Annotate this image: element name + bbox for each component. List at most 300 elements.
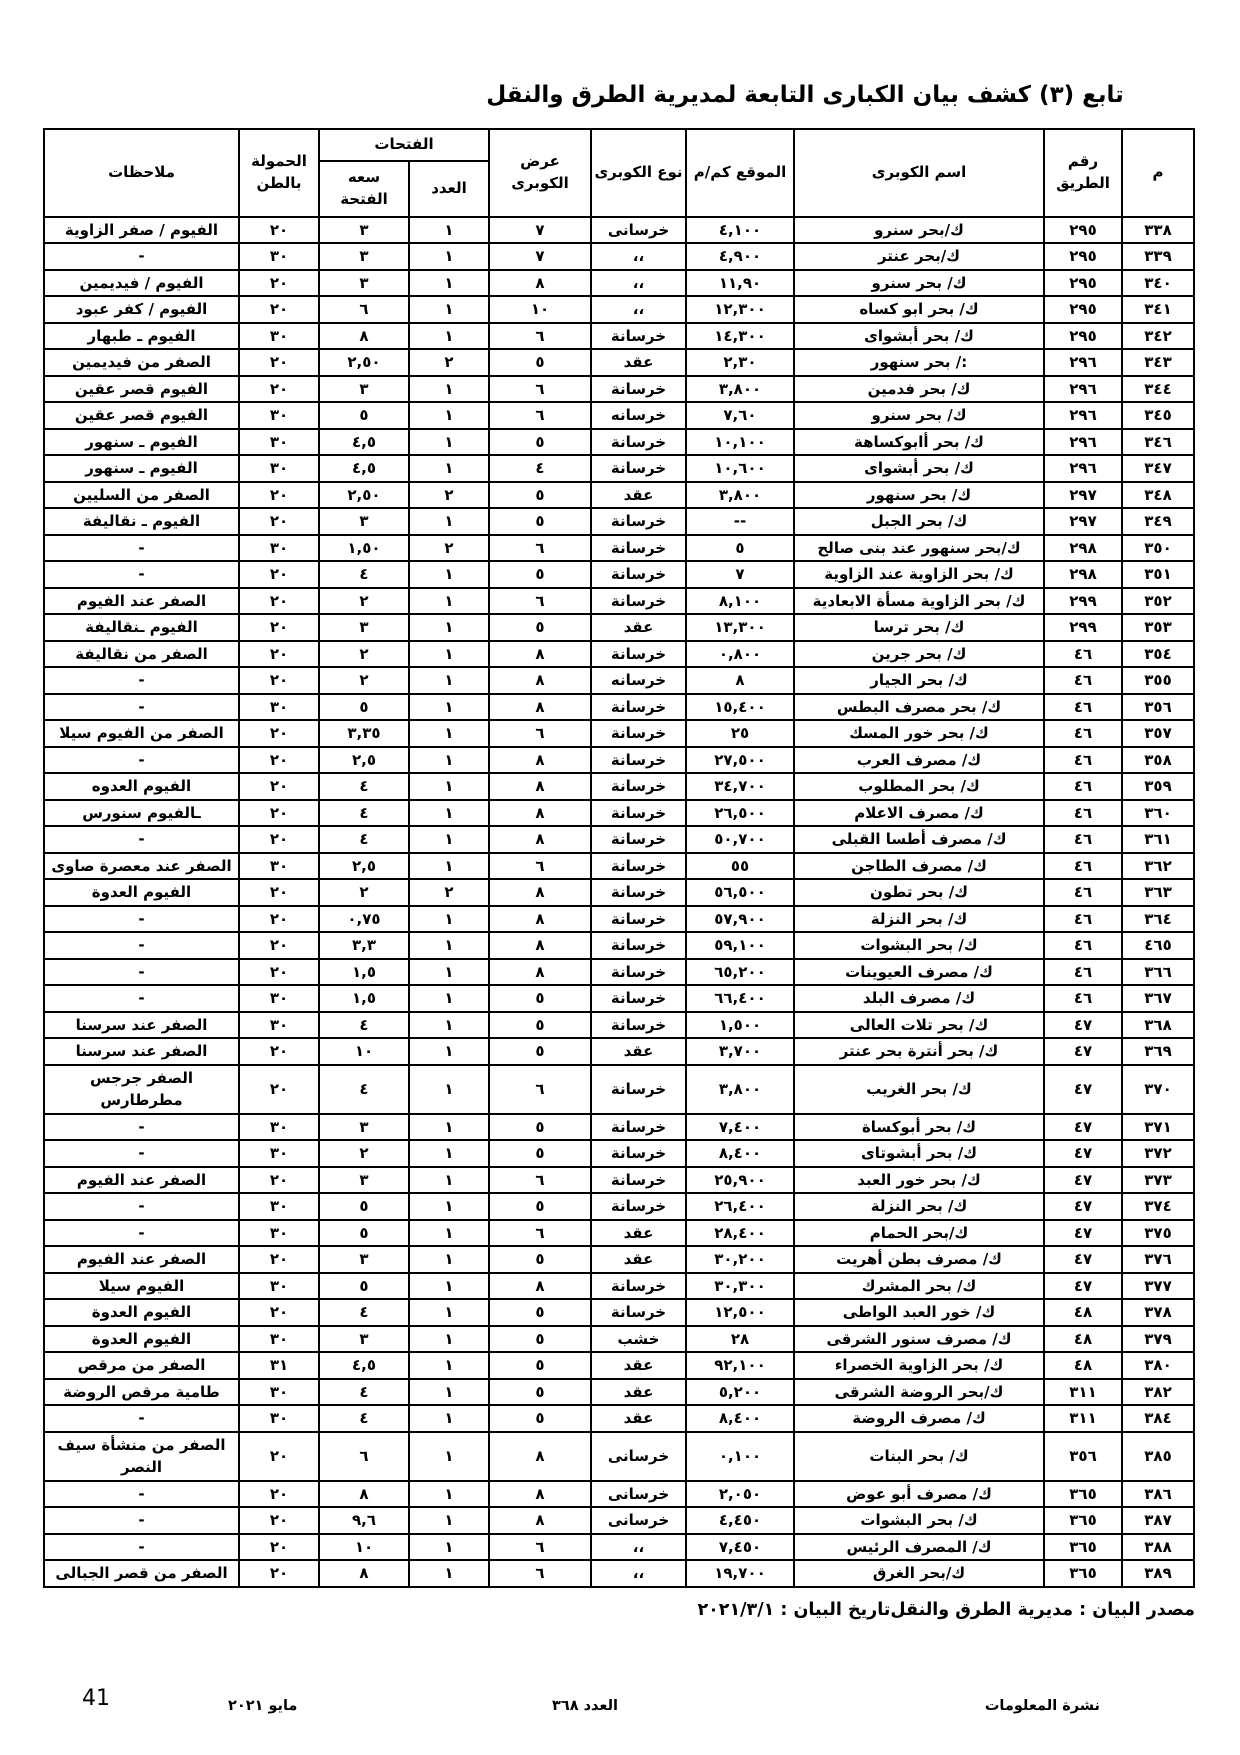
cell-location: ٥٦,٥٠٠ (686, 879, 794, 906)
cell-bridge-width: ٨ (489, 826, 591, 853)
page-number: 41 (82, 1686, 110, 1711)
cell-load-tons: ٣٠ (239, 1012, 319, 1039)
cell-serial: ٣٤٠ (1122, 270, 1194, 297)
cell-bridge-type: خرسانة (591, 879, 686, 906)
table-row (44, 1534, 1194, 1561)
cell-bridge-name: ك/ بحر البشوات (794, 932, 1044, 959)
cell-load-tons: ٢٠ (239, 959, 319, 986)
cell-serial: ٣٥٩ (1122, 773, 1194, 800)
cell-serial: ٣٦٦ (1122, 959, 1194, 986)
cell-location: ١٤,٣٠٠ (686, 323, 794, 350)
table-row (44, 1114, 1194, 1141)
cell-opening-capacity: ٤ (319, 561, 409, 588)
cell-opening-capacity: ١٠ (319, 1038, 409, 1065)
cell-serial: ٣٥٥ (1122, 667, 1194, 694)
table-row (44, 1379, 1194, 1406)
cell-openings-count: ١ (409, 985, 489, 1012)
cell-bridge-type: خرسانة (591, 508, 686, 535)
cell-load-tons: ٣٠ (239, 1140, 319, 1167)
cell-bridge-name: ك/ بحر الزاوية الخصراء (794, 1352, 1044, 1379)
cell-serial: ٣٨٢ (1122, 1379, 1194, 1406)
cell-opening-capacity: ٣ (319, 1114, 409, 1141)
cell-openings-count: ١ (409, 1114, 489, 1141)
cell-opening-capacity: ٨ (319, 323, 409, 350)
cell-bridge-name: ك/ بحر خور المسك (794, 720, 1044, 747)
cell-notes: الفيوم ـ سنهور (44, 455, 239, 482)
cell-bridge-type: خرسانة (591, 773, 686, 800)
cell-opening-capacity: ٣ (319, 270, 409, 297)
cell-serial: ٣٤١ (1122, 296, 1194, 323)
cell-bridge-name: ك/ بحر الجيار (794, 667, 1044, 694)
table-row (44, 1065, 1194, 1114)
cell-location: ١٠,١٠٠ (686, 429, 794, 456)
cell-notes: طامية مرقص الروضة (44, 1379, 239, 1406)
cell-serial: ٣٧٤ (1122, 1193, 1194, 1220)
cell-load-tons: ٣٠ (239, 853, 319, 880)
cell-load-tons: ٢٠ (239, 376, 319, 403)
cell-serial: ٣٨٠ (1122, 1352, 1194, 1379)
cell-bridge-name: ك/ بحر خور العبد (794, 1167, 1044, 1194)
cell-openings-count: ١ (409, 1534, 489, 1561)
cell-openings-count: ١ (409, 720, 489, 747)
cell-load-tons: ٢٠ (239, 270, 319, 297)
cell-location: ١٢,٣٠٠ (686, 296, 794, 323)
cell-bridge-type: خرسانة (591, 1114, 686, 1141)
cell-openings-count: ٢ (409, 879, 489, 906)
cell-location: ٥٥ (686, 853, 794, 880)
cell-notes: - (44, 1140, 239, 1167)
cell-bridge-name: ك/ بحر النزلة (794, 906, 1044, 933)
cell-openings-count: ١ (409, 667, 489, 694)
cell-location: ٣,٨٠٠ (686, 482, 794, 509)
cell-opening-capacity: ٣ (319, 243, 409, 270)
cell-notes: - (44, 906, 239, 933)
cell-location: ٢٧,٥٠٠ (686, 747, 794, 774)
table-row (44, 270, 1194, 297)
table-row (44, 349, 1194, 376)
cell-location: ٢٨,٤٠٠ (686, 1220, 794, 1247)
cell-serial: ٣٧٣ (1122, 1167, 1194, 1194)
cell-location: ٧ (686, 561, 794, 588)
cell-notes: - (44, 747, 239, 774)
cell-bridge-type: خرسانة (591, 1065, 686, 1114)
cell-location: ٠,٨٠٠ (686, 641, 794, 668)
cell-bridge-type: خرسانة (591, 455, 686, 482)
table-row (44, 1432, 1194, 1481)
cell-bridge-type: خرسانة (591, 985, 686, 1012)
table-row (44, 296, 1194, 323)
header-notes: ملاحظات (44, 129, 239, 217)
cell-bridge-type: خرسانه (591, 402, 686, 429)
cell-opening-capacity: ٨ (319, 1560, 409, 1587)
cell-road-no: ٤٧ (1044, 1140, 1122, 1167)
cell-openings-count: ١ (409, 800, 489, 827)
cell-serial: ٣٥٤ (1122, 641, 1194, 668)
table-row (44, 853, 1194, 880)
cell-bridge-width: ٧ (489, 243, 591, 270)
cell-load-tons: ٣٠ (239, 535, 319, 562)
cell-bridge-width: ٨ (489, 1273, 591, 1300)
cell-location: ١١,٩٠ (686, 270, 794, 297)
cell-road-no: ٢٩٦ (1044, 455, 1122, 482)
cell-opening-capacity: ٤,٥ (319, 1352, 409, 1379)
cell-load-tons: ٢٠ (239, 641, 319, 668)
cell-notes: - (44, 1220, 239, 1247)
cell-bridge-type: عقد (591, 1405, 686, 1432)
cell-serial: ٣٨٥ (1122, 1432, 1194, 1481)
cell-opening-capacity: ٥ (319, 694, 409, 721)
cell-road-no: ٣٦٥ (1044, 1534, 1122, 1561)
cell-road-no: ٤٧ (1044, 1246, 1122, 1273)
cell-load-tons: ٣٠ (239, 1220, 319, 1247)
cell-bridge-width: ٥ (489, 482, 591, 509)
cell-load-tons: ٢٠ (239, 932, 319, 959)
cell-bridge-type: خشب (591, 1326, 686, 1353)
cell-serial: ٣٥٢ (1122, 588, 1194, 615)
cell-location: ١٥,٤٠٠ (686, 694, 794, 721)
cell-openings-count: ١ (409, 296, 489, 323)
cell-road-no: ٤٦ (1044, 667, 1122, 694)
cell-location: ٣,٨٠٠ (686, 376, 794, 403)
cell-notes: الفيوم ـ نقاليفة (44, 508, 239, 535)
cell-bridge-type: خرسانى (591, 1432, 686, 1481)
cell-load-tons: ٣٠ (239, 455, 319, 482)
cell-bridge-name: ك/ خور العبد الواطى (794, 1299, 1044, 1326)
cell-notes: الصفر عند الفيوم (44, 1246, 239, 1273)
cell-openings-count: ١ (409, 1167, 489, 1194)
table-row (44, 1481, 1194, 1508)
cell-serial: ٣٧١ (1122, 1114, 1194, 1141)
data-date-label: تاريخ البيان : ٢٠٢١/٣/١ (697, 1599, 891, 1620)
cell-location: ٥,٢٠٠ (686, 1379, 794, 1406)
cell-road-no: ٢٩٦ (1044, 429, 1122, 456)
cell-notes: الفيوم ـنقاليفة (44, 614, 239, 641)
cell-bridge-type: خرسانة (591, 429, 686, 456)
cell-serial: ٣٦٩ (1122, 1038, 1194, 1065)
cell-serial: ٣٧٧ (1122, 1273, 1194, 1300)
cell-bridge-type: خرسانة (591, 641, 686, 668)
cell-bridge-name: ك/ بحر الزاوية مسأة الابعادية (794, 588, 1044, 615)
table-row (44, 694, 1194, 721)
cell-bridge-type: خرسانى (591, 217, 686, 244)
cell-load-tons: ٢٠ (239, 1507, 319, 1534)
cell-openings-count: ١ (409, 1405, 489, 1432)
cell-opening-capacity: ٥ (319, 1220, 409, 1247)
cell-bridge-type: عقد (591, 482, 686, 509)
cell-bridge-type: خرسانة (591, 376, 686, 403)
cell-serial: ٣٤٥ (1122, 402, 1194, 429)
cell-road-no: ٢٩٦ (1044, 376, 1122, 403)
cell-notes: الفيوم العدوة (44, 1299, 239, 1326)
cell-opening-capacity: ٢ (319, 588, 409, 615)
cell-opening-capacity: ٤ (319, 773, 409, 800)
cell-bridge-width: ٥ (489, 1114, 591, 1141)
cell-load-tons: ٣٠ (239, 1273, 319, 1300)
cell-road-no: ٤٦ (1044, 694, 1122, 721)
cell-road-no: ٢٩٨ (1044, 535, 1122, 562)
cell-bridge-name: ك/ بحر أابوكساهة (794, 429, 1044, 456)
table-row (44, 1352, 1194, 1379)
cell-opening-capacity: ٣ (319, 614, 409, 641)
cell-openings-count: ١ (409, 1560, 489, 1587)
cell-opening-capacity: ٣ (319, 1326, 409, 1353)
cell-serial: ٣٨٤ (1122, 1405, 1194, 1432)
table-row (44, 906, 1194, 933)
cell-bridge-width: ٨ (489, 800, 591, 827)
cell-location: ٩٢,١٠٠ (686, 1352, 794, 1379)
cell-notes: الفيوم / فيديمين (44, 270, 239, 297)
cell-bridge-type: عقد (591, 1220, 686, 1247)
cell-bridge-width: ٨ (489, 879, 591, 906)
table-row (44, 429, 1194, 456)
cell-serial: ٣٦٧ (1122, 985, 1194, 1012)
cell-location: ٢٥ (686, 720, 794, 747)
table-row (44, 243, 1194, 270)
cell-road-no: ٣٥٦ (1044, 1432, 1122, 1481)
data-source-label: مصدر البيان : مديرية الطرق والنقل (890, 1599, 1195, 1620)
cell-notes: - (44, 1114, 239, 1141)
cell-serial: ٣٧٥ (1122, 1220, 1194, 1247)
cell-road-no: ٢٩٩ (1044, 588, 1122, 615)
cell-bridge-width: ٥ (489, 1379, 591, 1406)
cell-openings-count: ١ (409, 508, 489, 535)
cell-bridge-width: ٨ (489, 641, 591, 668)
cell-bridge-width: ٥ (489, 614, 591, 641)
table-row (44, 1220, 1194, 1247)
cell-location: ٣,٨٠٠ (686, 1065, 794, 1114)
cell-openings-count: ١ (409, 932, 489, 959)
cell-location: ٨ (686, 667, 794, 694)
cell-bridge-width: ٥ (489, 429, 591, 456)
cell-bridge-name: ك/بحر عنتر (794, 243, 1044, 270)
cell-opening-capacity: ٤,٥ (319, 455, 409, 482)
cell-serial: ٣٤٤ (1122, 376, 1194, 403)
cell-load-tons: ٣٠ (239, 1379, 319, 1406)
cell-bridge-name: ك/ بحر أبشواى (794, 323, 1044, 350)
cell-load-tons: ٣٠ (239, 694, 319, 721)
cell-bridge-type: خرسانى (591, 1481, 686, 1508)
cell-bridge-width: ٦ (489, 588, 591, 615)
cell-bridge-name: ك/ بحر فدمين (794, 376, 1044, 403)
cell-opening-capacity: ٢ (319, 641, 409, 668)
cell-location: ٦٦,٤٠٠ (686, 985, 794, 1012)
cell-serial: ٣٧٢ (1122, 1140, 1194, 1167)
cell-road-no: ٢٩٥ (1044, 243, 1122, 270)
cell-notes: الفيوم العدوه (44, 773, 239, 800)
cell-opening-capacity: ٤ (319, 800, 409, 827)
cell-notes: الصفر عند سرسنا (44, 1012, 239, 1039)
table-row (44, 1193, 1194, 1220)
table-row (44, 800, 1194, 827)
bridges-table-body (44, 217, 1194, 1587)
table-row (44, 1273, 1194, 1300)
cell-bridge-width: ٥ (489, 349, 591, 376)
cell-location: ٢٥,٩٠٠ (686, 1167, 794, 1194)
table-row (44, 773, 1194, 800)
cell-load-tons: ٣٠ (239, 402, 319, 429)
cell-notes: - (44, 1507, 239, 1534)
cell-road-no: ٤٦ (1044, 932, 1122, 959)
issue-month: مايو ٢٠٢١ (228, 1698, 298, 1714)
cell-bridge-name: ك/ مصرف الطاجن (794, 853, 1044, 880)
table-row (44, 959, 1194, 986)
cell-serial: ٣٤٦ (1122, 429, 1194, 456)
cell-notes: - (44, 1481, 239, 1508)
cell-location: ٥٠,٧٠٠ (686, 826, 794, 853)
header-serial: م (1122, 129, 1194, 217)
cell-bridge-name: ك/بحر سنرو (794, 217, 1044, 244)
cell-location: ٤,٩٠٠ (686, 243, 794, 270)
cell-notes: الصفر من الفيوم سيلا (44, 720, 239, 747)
cell-openings-count: ١ (409, 1220, 489, 1247)
cell-bridge-width: ٨ (489, 906, 591, 933)
cell-road-no: ٤٦ (1044, 985, 1122, 1012)
cell-road-no: ٤٦ (1044, 720, 1122, 747)
table-row (44, 217, 1194, 244)
cell-serial: ٣٧٨ (1122, 1299, 1194, 1326)
cell-load-tons: ٢٠ (239, 482, 319, 509)
cell-road-no: ٤٨ (1044, 1299, 1122, 1326)
cell-openings-count: ١ (409, 1246, 489, 1273)
cell-openings-count: ١ (409, 906, 489, 933)
cell-serial: ٣٥٨ (1122, 747, 1194, 774)
cell-bridge-name: ك/ بحر المشرك (794, 1273, 1044, 1300)
cell-bridge-type: خرسانة (591, 932, 686, 959)
cell-road-no: ٢٩٧ (1044, 508, 1122, 535)
cell-bridge-width: ٦ (489, 402, 591, 429)
cell-opening-capacity: ٢ (319, 1140, 409, 1167)
cell-openings-count: ١ (409, 270, 489, 297)
cell-opening-capacity: ٤,٥ (319, 429, 409, 456)
cell-bridge-width: ٨ (489, 959, 591, 986)
cell-bridge-type: خرسانة (591, 800, 686, 827)
cell-opening-capacity: ٣ (319, 508, 409, 535)
cell-bridge-name: ك/ بحر أنترة بحر عنتر (794, 1038, 1044, 1065)
cell-openings-count: ١ (409, 1432, 489, 1481)
cell-openings-count: ١ (409, 1012, 489, 1039)
cell-bridge-name: ك/ مصرف أطسا القبلى (794, 826, 1044, 853)
cell-bridge-type: خرسانه (591, 667, 686, 694)
cell-bridge-width: ٨ (489, 932, 591, 959)
cell-bridge-name: ك/ بحر سنرو (794, 270, 1044, 297)
cell-bridge-width: ٦ (489, 323, 591, 350)
table-row (44, 826, 1194, 853)
cell-road-no: ٣٦٥ (1044, 1560, 1122, 1587)
cell-road-no: ٢٩٥ (1044, 270, 1122, 297)
cell-road-no: ٢٩٩ (1044, 614, 1122, 641)
table-row (44, 667, 1194, 694)
cell-road-no: ٢٩٥ (1044, 296, 1122, 323)
cell-load-tons: ٢٠ (239, 588, 319, 615)
cell-bridge-name: ك/ مصرف الاعلام (794, 800, 1044, 827)
cell-opening-capacity: ٥ (319, 1273, 409, 1300)
cell-serial: ٣٦٢ (1122, 853, 1194, 880)
cell-bridge-type: خرسانة (591, 694, 686, 721)
cell-bridge-name: ك/ مصرف أبو عوض (794, 1481, 1044, 1508)
cell-location: ١,٥٠٠ (686, 1012, 794, 1039)
cell-road-no: ٣٦٥ (1044, 1481, 1122, 1508)
cell-openings-count: ١ (409, 747, 489, 774)
cell-load-tons: ٢٠ (239, 349, 319, 376)
table-row (44, 985, 1194, 1012)
cell-road-no: ٣١١ (1044, 1405, 1122, 1432)
cell-openings-count: ١ (409, 561, 489, 588)
cell-bridge-width: ٥ (489, 1299, 591, 1326)
cell-bridge-type: عقد (591, 349, 686, 376)
bridges-table (43, 128, 1195, 1588)
cell-load-tons: ٢٠ (239, 1065, 319, 1114)
cell-opening-capacity: ٣,٣ (319, 932, 409, 959)
cell-serial: ٣٨٧ (1122, 1507, 1194, 1534)
cell-bridge-type: ،، (591, 270, 686, 297)
cell-notes: الفيوم ـ طبهار (44, 323, 239, 350)
cell-road-no: ٤٦ (1044, 641, 1122, 668)
header-openings-count: العدد (409, 161, 489, 217)
cell-bridge-type: خرسانة (591, 1012, 686, 1039)
cell-notes: - (44, 694, 239, 721)
cell-opening-capacity: ٦ (319, 296, 409, 323)
cell-bridge-width: ٥ (489, 1193, 591, 1220)
cell-opening-capacity: ٤ (319, 1299, 409, 1326)
cell-opening-capacity: ٢,٥ (319, 853, 409, 880)
cell-notes: الفيوم قصر عقين (44, 376, 239, 403)
cell-opening-capacity: ٢ (319, 667, 409, 694)
cell-openings-count: ١ (409, 614, 489, 641)
cell-bridge-name: ك/ بحر البنات (794, 1432, 1044, 1481)
cell-bridge-name: ك/بحر الحمام (794, 1220, 1044, 1247)
cell-notes: - (44, 959, 239, 986)
cell-serial: ٣٧٩ (1122, 1326, 1194, 1353)
cell-location: ٣,٧٠٠ (686, 1038, 794, 1065)
cell-bridge-width: ٦ (489, 535, 591, 562)
cell-road-no: ٤٦ (1044, 826, 1122, 853)
cell-bridge-type: ،، (591, 296, 686, 323)
cell-bridge-name: ك/ مصرف سنور الشرقى (794, 1326, 1044, 1353)
cell-opening-capacity: ١,٥ (319, 959, 409, 986)
cell-openings-count: ٢ (409, 349, 489, 376)
cell-notes: الصفر جرجس مطرطارس (44, 1065, 239, 1114)
cell-bridge-width: ٨ (489, 667, 591, 694)
cell-bridge-type: خرسانة (591, 853, 686, 880)
cell-bridge-type: خرسانة (591, 323, 686, 350)
cell-bridge-type: خرسانة (591, 1140, 686, 1167)
cell-bridge-name: ك/ بحر البشوات (794, 1507, 1044, 1534)
header-road-no: رقم الطريق (1044, 129, 1122, 217)
cell-openings-count: ١ (409, 217, 489, 244)
cell-bridge-type: عقد (591, 1246, 686, 1273)
cell-notes: الصفر من مرقص (44, 1352, 239, 1379)
cell-bridge-name: ك/ مصرف العرب (794, 747, 1044, 774)
cell-opening-capacity: ٢,٥٠ (319, 349, 409, 376)
cell-bridge-width: ٦ (489, 1534, 591, 1561)
cell-serial: ٣٣٩ (1122, 243, 1194, 270)
table-row (44, 561, 1194, 588)
cell-openings-count: ٢ (409, 535, 489, 562)
cell-load-tons: ٢٠ (239, 800, 319, 827)
cell-bridge-type: خرسانة (591, 535, 686, 562)
cell-road-no: ٤٦ (1044, 853, 1122, 880)
cell-openings-count: ١ (409, 694, 489, 721)
cell-location: ٧,٤٠٠ (686, 1114, 794, 1141)
cell-load-tons: ٢٠ (239, 667, 319, 694)
cell-notes: الصفر من منشأة سيف النصر (44, 1432, 239, 1481)
cell-load-tons: ٢٠ (239, 614, 319, 641)
header-load-tons: الحمولة بالطن (239, 129, 319, 217)
cell-bridge-width: ٦ (489, 1220, 591, 1247)
cell-bridge-width: ٨ (489, 1507, 591, 1534)
table-row (44, 720, 1194, 747)
cell-notes: الفيوم العدوة (44, 1326, 239, 1353)
